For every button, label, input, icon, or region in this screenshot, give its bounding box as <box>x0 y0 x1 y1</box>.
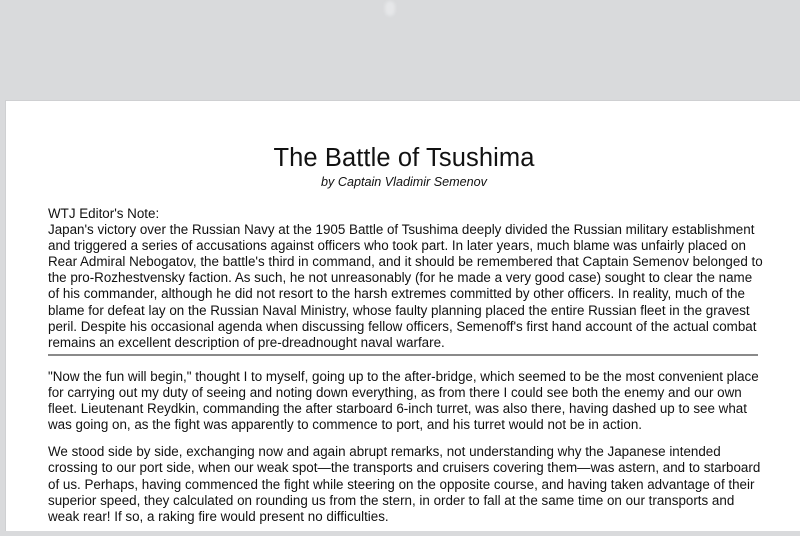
byline: by Captain Vladimir Semenov <box>321 175 487 189</box>
paragraph: "Now the fun will begin," thought I to myself, going up to the after-bridge, which seemed to be the most convenient place for carrying out my duty of seeing and noting down everything, as from there I could see both the enemy and our own fleet. Lieutenant Reydkin, commanding the after starboard 6-inch turret, was also there, having dashed up to see what was going on, as the fight was apparently to commence to port, and his turret would not be in action. <box>48 369 759 433</box>
blurred-mark <box>385 1 395 16</box>
page-title: The Battle of Tsushima <box>273 144 535 172</box>
article-body <box>48 369 764 536</box>
editor-note <box>48 206 764 351</box>
browser-background <box>0 0 800 100</box>
editor-note-text: Japan's victory over the Russian Navy at the 1905 Battle of Tsushima deeply divided the Russian military establishment and triggered a series of accusations against officers who took part. In later years, much blame was unfairly placed on Rear Admiral Nebogatov, the battle's third in command, and it should be remembered that Captain Semenov belonged to the pro-Rozhestvensky faction. As such, he not unreasonably (for he made a very good case) sought to clear the name of his commander, although he did not resort to the harsh extremes committed by other officers. In reality, much of the blame for defeat lay on the Russian Naval Ministry, whose faulty planning placed the entire Russian fleet in the gravest peril. Despite his occasional agenda when discussing fellow officers, Semenoff's first hand account of the actual combat remains an excellent description of pre-dreadnought naval warfare. <box>48 222 763 350</box>
paragraph: We stood side by side, exchanging now and again abrupt remarks, not understanding why the Japanese intended crossing to our port side, when our weak spot—the transports and cruisers covering them—was astern, and to starboard of us. Perhaps, having commenced the fight while steering on the opposite course, and having taken advantage of their superior speed, they calculated on rounding us from the stern, in order to fall at the same time on our transports and weak rear! If so, a raking fire would present no difficulties. <box>48 444 761 524</box>
editor-note-heading: WTJ Editor's Note: <box>48 206 160 221</box>
section-divider <box>48 354 758 356</box>
document-page <box>5 100 800 531</box>
